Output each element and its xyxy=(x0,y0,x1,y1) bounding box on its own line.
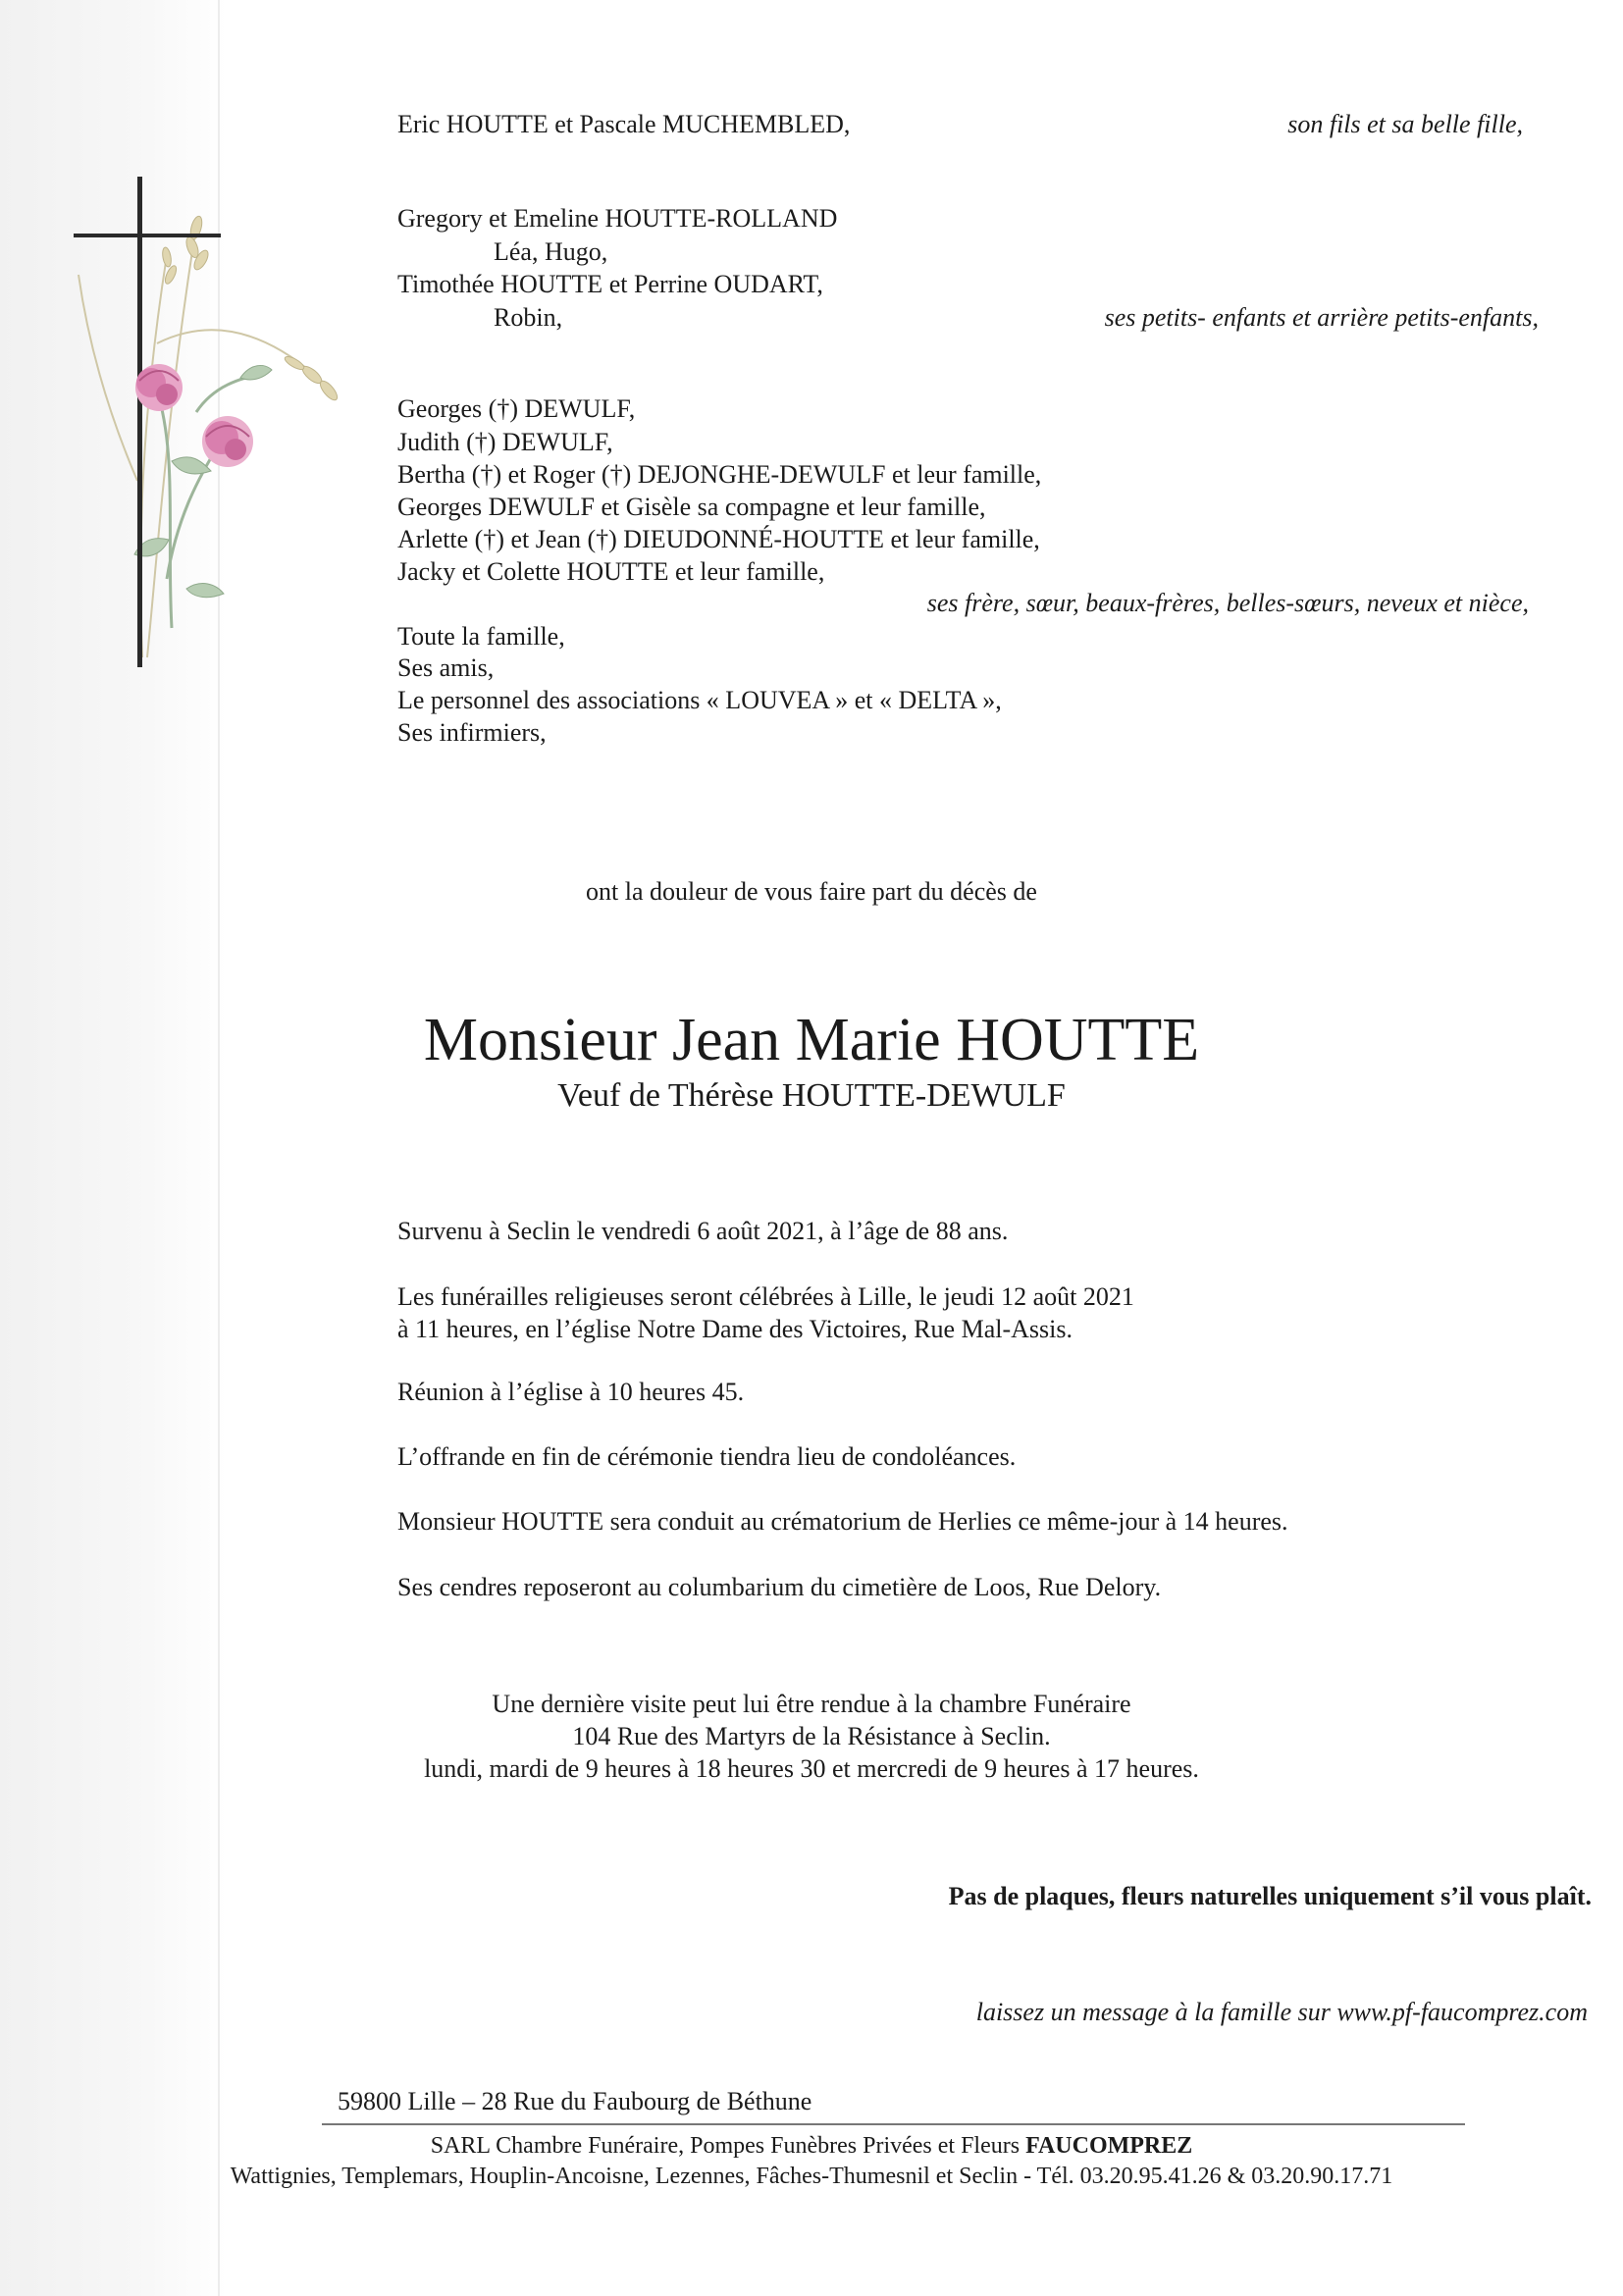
rose-icon xyxy=(135,364,253,467)
footer-locations: Wattignies, Templemars, Houplin-Ancoisne, Lezennes, Fâches-Thumesnil et Seclin - Tél. 03.20.95.41.26 & 03.20.90.17.71 xyxy=(230,2164,1393,2189)
relation-son: son fils et sa belle fille, xyxy=(1287,110,1523,138)
detail-funeral: à 11 heures, en l’église Notre Dame des Victoires, Rue Mal-Assis. xyxy=(397,1315,1073,1343)
family-line: Timothée HOUTTE et Perrine OUDART, xyxy=(397,270,823,298)
family-line: Gregory et Emeline HOUTTE-ROLLAND xyxy=(397,204,838,233)
family-line: Georges (†) DEWULF, xyxy=(397,394,636,423)
message-note: laissez un message à la famille sur www.pf-faucomprez.com xyxy=(975,1998,1588,2026)
family-line: Arlette (†) et Jean (†) DIEUDONNÉ-HOUTTE et leur famille, xyxy=(397,525,1040,553)
family-line: Bertha (†) et Roger (†) DEJONGHE-DEWULF et leur famille, xyxy=(397,460,1042,489)
family-line: Ses amis, xyxy=(397,653,495,682)
cross-roses-illustration xyxy=(49,167,343,677)
footer-rule xyxy=(322,2123,1465,2125)
family-line: Le personnel des associations « LOUVEA » et « DELTA », xyxy=(397,686,1002,714)
footer-address: 59800 Lille – 28 Rue du Faubourg de Béthune xyxy=(338,2087,812,2115)
detail-columbarium: Ses cendres reposeront au columbarium du cimetière de Loos, Rue Delory. xyxy=(397,1573,1162,1601)
family-line: Ses infirmiers, xyxy=(397,718,547,747)
detail-offering: L’offrande en fin de cérémonie tiendra lieu de condoléances. xyxy=(397,1442,1017,1471)
family-line: Léa, Hugo, xyxy=(494,237,608,266)
family-line: Judith (†) DEWULF, xyxy=(397,428,613,456)
detail-funeral: Les funérailles religieuses seront célébrées à Lille, le jeudi 12 août 2021 xyxy=(397,1282,1134,1311)
family-line: Robin, xyxy=(494,303,563,332)
detail-crematorium: Monsieur HOUTTE sera conduit au crématorium de Herlies ce même-jour à 14 heures. xyxy=(397,1507,1288,1536)
family-line: Toute la famille, xyxy=(397,622,565,651)
deceased-subtitle: Veuf de Thérèse HOUTTE-DEWULF xyxy=(557,1077,1066,1114)
visit-line: 104 Rue des Martyrs de la Résistance à Seclin. xyxy=(572,1722,1051,1750)
relation-siblings: ses frère, sœur, beaux-frères, belles-sœurs, neveux et nièce, xyxy=(926,589,1529,617)
detail-gathering: Réunion à l’église à 10 heures 45. xyxy=(397,1378,745,1406)
announcement-line: ont la douleur de vous faire part du décès de xyxy=(586,877,1037,906)
footer-company xyxy=(0,2131,1623,2161)
visit-line: lundi, mardi de 9 heures à 18 heures 30 et mercredi de 9 heures à 17 heures. xyxy=(424,1754,1199,1783)
flowers-note: Pas de plaques, fleurs naturelles uniquement s’il vous plaît. xyxy=(948,1882,1592,1910)
family-line: Georges DEWULF et Gisèle sa compagne et leur famille, xyxy=(397,493,986,521)
deceased-name: Monsieur Jean Marie HOUTTE xyxy=(423,1007,1200,1073)
company-name: FAUCOMPREZ xyxy=(1025,2133,1193,2159)
family-line: Jacky et Colette HOUTTE et leur famille, xyxy=(397,557,825,586)
relation-grandchildren: ses petits- enfants et arrière petits-enfants, xyxy=(1104,303,1539,332)
visit-line: Une dernière visite peut lui être rendue à la chambre Funéraire xyxy=(492,1690,1131,1718)
company-prefix: SARL Chambre Funéraire, Pompes Funèbres Privées et Fleurs xyxy=(430,2133,1026,2159)
family-line: Eric HOUTTE et Pascale MUCHEMBLED, xyxy=(397,110,851,138)
detail-passing: Survenu à Seclin le vendredi 6 août 2021, à l’âge de 88 ans. xyxy=(397,1217,1009,1245)
